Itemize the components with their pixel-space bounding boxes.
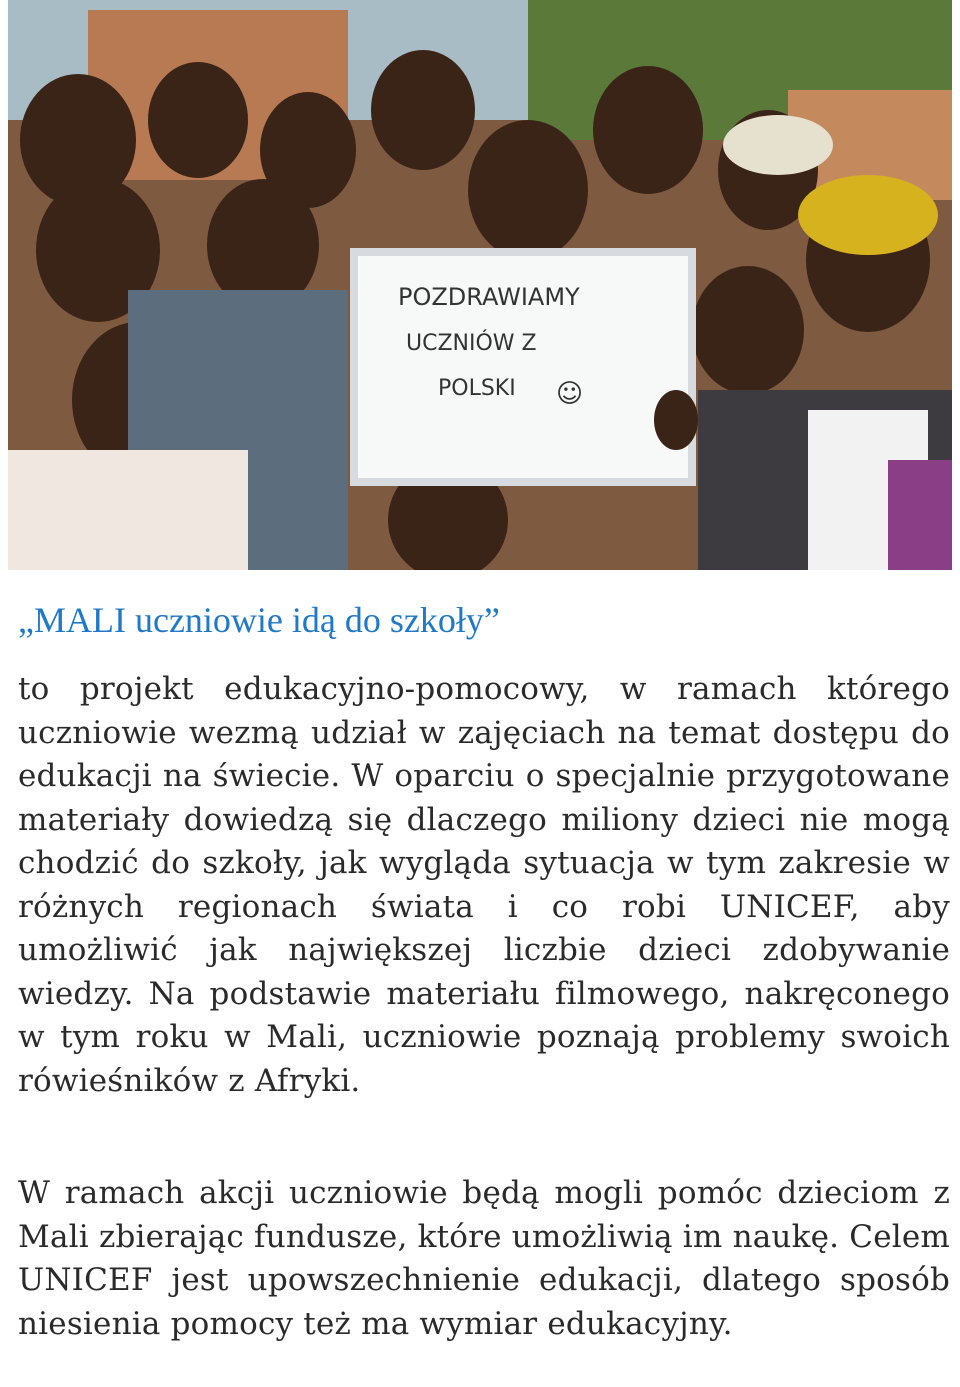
whiteboard-line-2: UCZNIÓW Z	[406, 331, 537, 356]
article-paragraph-2: W ramach akcji uczniowie będą mogli pomóc dzieciom z Mali zbierając fundusze, które umożliwią im naukę. Celem UNICEF jest upowszechnienie edukacji, dlatego sposób niesienia pomocy też ma wymiar edukacyjny.	[18, 1175, 950, 1342]
whiteboard-line-3: POLSKI	[438, 376, 516, 401]
hero-photo	[8, 0, 952, 570]
children-photo-illustration	[8, 0, 952, 570]
article-title: „MALI uczniowie idą do szkoły”	[18, 600, 500, 640]
whiteboard-line-1: POZDRAWIAMY	[398, 283, 580, 311]
whiteboard-smiley: ☺	[556, 379, 584, 409]
article-paragraph-1: to projekt edukacyjno-pomocowy, w ramach którego uczniowie wezmą udział w zajęciach na temat dostępu do edukacji na świecie. W oparciu o specjalnie przygotowane materiały dowiedzą się dlaczego miliony dzieci nie mogą chodzić do szkoły, jak wygląda sytuacja w tym zakresie w różnych regionach świata i co robi UNICEF, aby umożliwić jak największej liczbie dzieci zdobywanie wiedzy. Na podstawie materiału filmowego, nakręconego w tym roku w Mali, uczniowie poznają problemy swoich rówieśników z Afryki.	[18, 671, 950, 1099]
